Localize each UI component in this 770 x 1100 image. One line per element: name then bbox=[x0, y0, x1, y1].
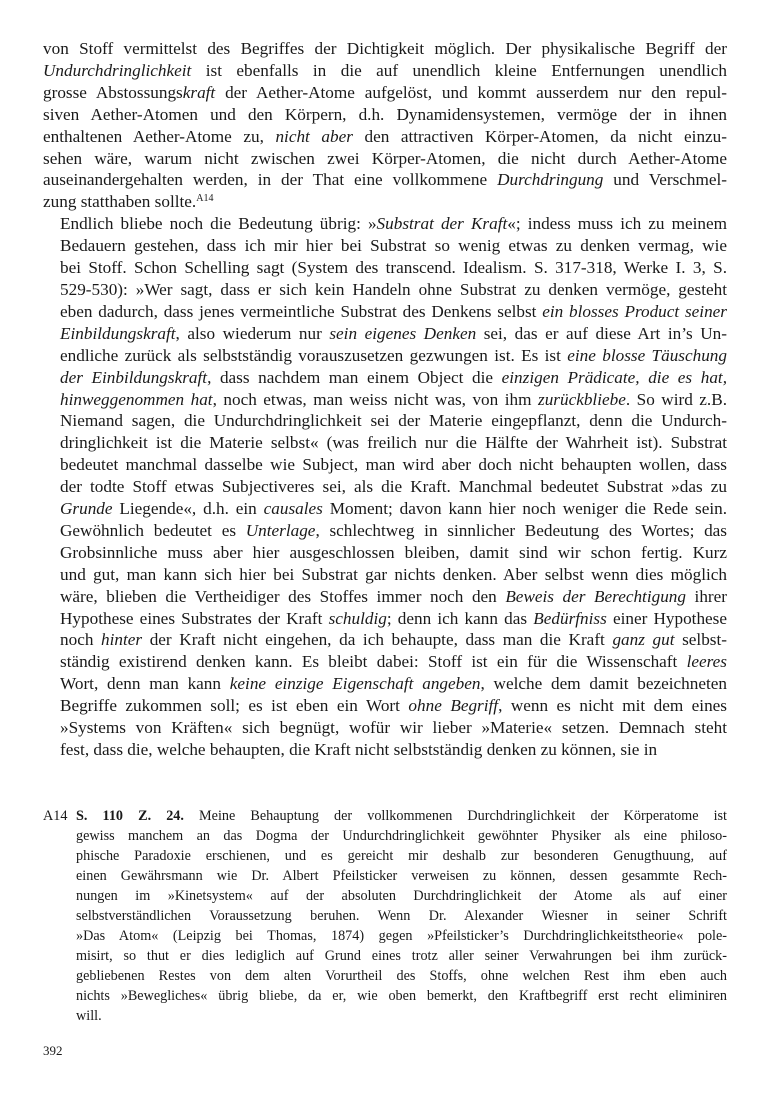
paragraph-2-line: Gewöhnlich bedeutet es Unterlage, schlechtweg in sinnlicher Bedeutung des Wortes; das bbox=[60, 520, 727, 540]
paragraph-2-line: Bedauern gestehen, dass ich mir hier bei Substrat so wenig etwas zu denken vermag, wie bbox=[60, 236, 727, 256]
paragraph-2-line: ständig existirend denken kann. Es bleibt dabei: Stoff ist ein für die Wissenschaft leeres bbox=[60, 652, 727, 672]
paragraph-2-line: Endlich bliebe noch die Bedeutung übrig: »Substrat der Kraft«; indess muss ich zu meinem bbox=[60, 214, 727, 234]
paragraph-2-line: Grunde Liegende«, d.h. ein causales Moment; davon kann hier noch weniger die Rede sein. bbox=[60, 499, 727, 519]
paragraph-1-line: zung statthaben sollte.$^{A14}$ bbox=[43, 192, 214, 212]
paragraph-2-line: bedeutet manchmal dasselbe wie Subject, man wird aber doch nicht behaupten wollen, dass bbox=[60, 455, 727, 475]
footnote-line: phische Paradoxie erschienen, und es gereicht mir deshalb zur besonderen Genugthuung, auf bbox=[76, 848, 727, 864]
footnote-line: »Das Atom« (Leipzig bei Thomas, 1874) gegen »Pfeilsticker’s Durchdringlichkeitstheorie« pole- bbox=[76, 928, 727, 944]
paragraph-2-line: fest, dass die, welche behaupten, die Kraft nicht selbstständig denken zu können, sie in bbox=[60, 740, 658, 759]
page-number: 392 bbox=[43, 1043, 63, 1058]
paragraph-2-line: bei Stoff. Schon Schelling sagt (System des transcend. Idealism. S. 317-318, Werke I. 3, S. bbox=[60, 258, 727, 278]
footnote-label: A14 bbox=[43, 808, 68, 824]
paragraph-2-line: wäre, blieben die Vertheidiger des Stoffes immer noch den Beweis der Berechtigung ihrer bbox=[60, 586, 727, 606]
footnote-line: gebliebenen Restes von dem alten Vorurtheil des Stoffs, ohne welchen Rest ihm eben auch bbox=[76, 968, 727, 984]
paragraph-2-line: dringlichkeit ist die Materie selbst« (was freilich nur die Hälfte der Wahrheit ist). Substrat bbox=[60, 433, 727, 453]
paragraph-1-line: auseinandergehalten werden, in der That eine vollkommene Durchdringung und Verschmel- bbox=[43, 170, 727, 190]
footnote-line: misirt, so thut er dies lediglich auf Grund eines trotz aller seiner Verwahrungen bei ihm zurück- bbox=[76, 948, 727, 964]
paragraph-2-line: Einbildungskraft, also wiederum nur sein eigenes Denken sei, das er auf diese Art in’s Un- bbox=[60, 323, 727, 343]
footnote-line: gewiss manchem an das Dogma der Undurchdringlichkeit gewöhnter Physiker als eine philoso- bbox=[76, 828, 727, 844]
paragraph-2-line: 529-530): »Wer sagt, dass er sich kein Handeln ohne Substrat zu denken vermöge, gesteht bbox=[60, 279, 727, 299]
paragraph-1-line: enthaltenen Aether-Atome zu, nicht aber den attractiven Körper-Atomen, da nicht einzu- bbox=[43, 126, 727, 146]
main-text bbox=[43, 38, 727, 761]
paragraph-1 bbox=[43, 38, 727, 213]
footnote-body bbox=[76, 806, 727, 1026]
paragraph-2-line: der todte Stoff etwas Subjectiveres sei, als die Kraft. Manchmal bedeutet Substrat »das zu bbox=[60, 477, 727, 497]
paragraph-2-line: Begriffe zukommen soll; es ist eben ein Wort ohne Begriff, wenn es nicht mit dem eines bbox=[60, 696, 727, 716]
paragraph-2-line: hinweggenommen hat, noch etwas, man weiss nicht was, von ihm zurückbliebe. So wird z.B. bbox=[60, 389, 727, 409]
paragraph-2-line: Hypothese eines Substrates der Kraft schuldig; denn ich kann das Bedürfniss einer Hypothese bbox=[60, 608, 727, 628]
footnote-line: nungen im »Kinetsystem« auf der absoluten Durchdringlichkeit der Atome als auf einer bbox=[76, 888, 727, 904]
footnote-line: will. bbox=[76, 1008, 102, 1024]
paragraph-2-line: Grobsinnliche muss aber hier ausgeschlossen bleiben, damit sind wir schon fertig. Kurz bbox=[60, 542, 727, 562]
paragraph-2-line: endliche zurück als selbstständig vorauszusetzen gezwungen ist. Es ist eine blosse Täuschung bbox=[60, 345, 727, 365]
paragraph-1-line: Undurchdringlichkeit ist ebenfalls in die auf unendlich kleine Entfernungen unendlich bbox=[43, 60, 727, 80]
footnote-line: einen Gewährsmann wie Dr. Albert Pfeilsticker verweisen zu können, dessen gesammte Rech- bbox=[76, 868, 727, 884]
footnote-line: nichts »Bewegliches« übrig bliebe, da er, wie oben bemerkt, den Kraftbegriff erst recht eliminiren bbox=[76, 988, 727, 1004]
paragraph-2-line: Wort, denn man kann keine einzige Eigenschaft angeben, welche dem damit bezeichneten bbox=[60, 674, 727, 694]
footnote-line: selbstverständlichen Voraussetzung beruhen. Wenn Dr. Alexander Wiesner in seiner Schrift bbox=[76, 908, 727, 924]
paragraph-2-line: eben dadurch, dass jenes vermeintliche Substrat des Denkens selbst ein blosses Product seiner bbox=[60, 301, 727, 321]
paragraph-2 bbox=[43, 213, 727, 761]
paragraph-1-line: grosse Abstossungskraft der Aether-Atome aufgelöst, und kommt ausserdem nur den repul- bbox=[43, 82, 727, 102]
paragraph-2-line: der Einbildungskraft, dass nachdem man einem Object die einzigen Prädicate, die es hat, bbox=[60, 367, 727, 387]
paragraph-2-line: »Systems von Kräften« sich begnügt, wofür wir lieber »Materie« setzen. Demnach steht bbox=[60, 718, 727, 738]
paragraph-1-line: von Stoff vermittelst des Begriffes der Dichtigkeit möglich. Der physikalische Begriff der bbox=[43, 39, 727, 58]
paragraph-2-line: noch hinter der Kraft nicht eingehen, da ich behaupte, dass man die Kraft ganz gut selbst- bbox=[60, 630, 727, 650]
paragraph-2-line: und gut, man kann sich hier bei Substrat gar nichts denken. Aber selbst wenn dies möglich bbox=[60, 564, 727, 584]
paragraph-1-line: sehen wäre, warum nicht zwischen zwei Körper-Atomen, die nicht durch Aether-Atome bbox=[43, 148, 727, 168]
footnote-line: S. 110 Z. 24. Meine Behauptung der vollkommenen Durchdringlichkeit der Körperatome ist bbox=[76, 808, 727, 824]
paragraph-2-line: Niemand sagen, die Undurchdringlichkeit sei der Materie eingepflanzt, denn die Undurch- bbox=[60, 411, 727, 431]
paragraph-1-line: siven Aether-Atomen und den Körpern, d.h. Dynamidensystemen, vermöge der in ihnen bbox=[43, 104, 727, 124]
